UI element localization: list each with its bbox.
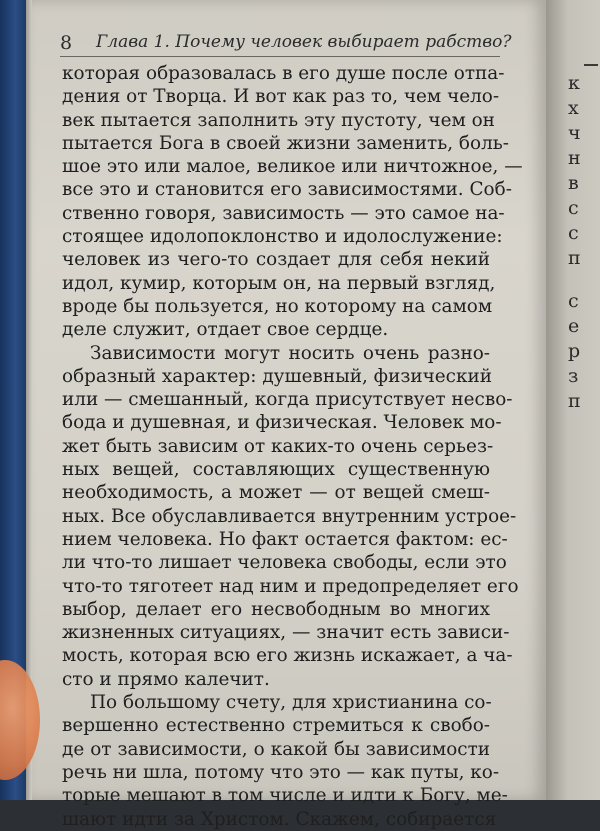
text-line: бода и душевная, и физическая. Человек мо- (62, 412, 502, 434)
body-text (62, 62, 523, 831)
text-line: образный характер: душевный, физический (62, 365, 492, 387)
text-line: век пытается заполнить эту пустоту, чем он (62, 109, 495, 131)
right-page-letter: п (568, 390, 581, 412)
right-page-letter: н (568, 147, 581, 169)
right-page-letter: к (568, 72, 580, 94)
text-line: жет быть зависим от каких-то очень серьез- (62, 435, 494, 457)
right-page-rule (584, 64, 598, 66)
text-line: сто и прямо калечит. (62, 668, 270, 690)
book-page-left (32, 0, 546, 830)
text-line: вершенно естественно стремиться к свобо- (62, 715, 490, 737)
text-line: пытается Бога в своей жизни заменить, боль- (62, 132, 509, 154)
text-line: все это и становится его зависимостями. Соб- (62, 179, 512, 201)
text-line: или — смешанный, когда присутствует несво- (62, 389, 513, 411)
right-page-letter: с (568, 222, 579, 244)
right-page-letter: ч (568, 122, 581, 144)
text-line: дения от Творца. И вот как раз то, чем чело- (62, 86, 500, 108)
text-line: шое это или малое, великое или ничтожное, — (62, 156, 523, 178)
text-line: вроде бы пользуется, но которому на самом (62, 295, 493, 317)
text-line: де от зависимости, о какой бы зависимости (62, 738, 490, 760)
page-number: 8 (60, 32, 73, 54)
text-line: речь ни шла, потому что это — как путы, ко- (62, 761, 500, 783)
paragraph-start-line: По большому счету, для христианина со- (90, 692, 492, 714)
text-line: которая образовалась в его душе после отпа- (62, 63, 505, 84)
right-page-letter: р (568, 340, 581, 362)
text-line: человек из чего-то создает для себя некий (62, 249, 490, 271)
text-line: необходимость, а может — от вещей смеш- (62, 482, 490, 504)
text-line: стоящее идолопоклонство и идолослужение: (62, 226, 503, 248)
text-line: выбор, делает его несвободным во многих (62, 598, 490, 620)
right-page-letter: х (568, 97, 579, 119)
text-line: деле служит, отдает свое сердце. (62, 319, 389, 341)
book-page-right-edge (546, 0, 600, 800)
right-page-letter: с (568, 197, 579, 219)
right-page-letter: с (568, 290, 579, 312)
text-line: что-то тяготеет над ним и предопределяет его (62, 575, 519, 597)
text-line: ных вещей, составляющих существенную (62, 459, 490, 481)
paragraph-start-line: Зависимости могут носить очень разно- (90, 342, 490, 364)
running-header (60, 28, 512, 57)
text-line: шают идти за Христом. Скажем, собирается (62, 808, 497, 830)
right-page-letter: е (568, 315, 580, 337)
text-line: мость, которая всю его жизнь искажает, а ча- (62, 645, 513, 667)
text-line: идол, кумир, которым он, на первый взгляд, (62, 272, 496, 294)
chapter-title: Глава 1. Почему человек выбирает рабство? (96, 32, 512, 52)
text-line: нием человека. Но факт остается фактом: ес- (62, 528, 508, 550)
right-page-letter: з (568, 365, 579, 387)
text-line: ли что-то лишает человека свободы, если это (62, 552, 507, 574)
right-page-letter: п (568, 247, 581, 269)
text-line: торые мешают в том числе и идти к Богу, ме- (62, 785, 508, 807)
text-line: жизненных ситуациях, — значит есть зависи- (62, 622, 510, 644)
text-line: ственно говоря, зависимость — это самое на- (62, 202, 505, 224)
right-page-letter: в (568, 172, 579, 194)
text-line: ных. Все обуславливается внутренним устрое- (62, 505, 517, 527)
